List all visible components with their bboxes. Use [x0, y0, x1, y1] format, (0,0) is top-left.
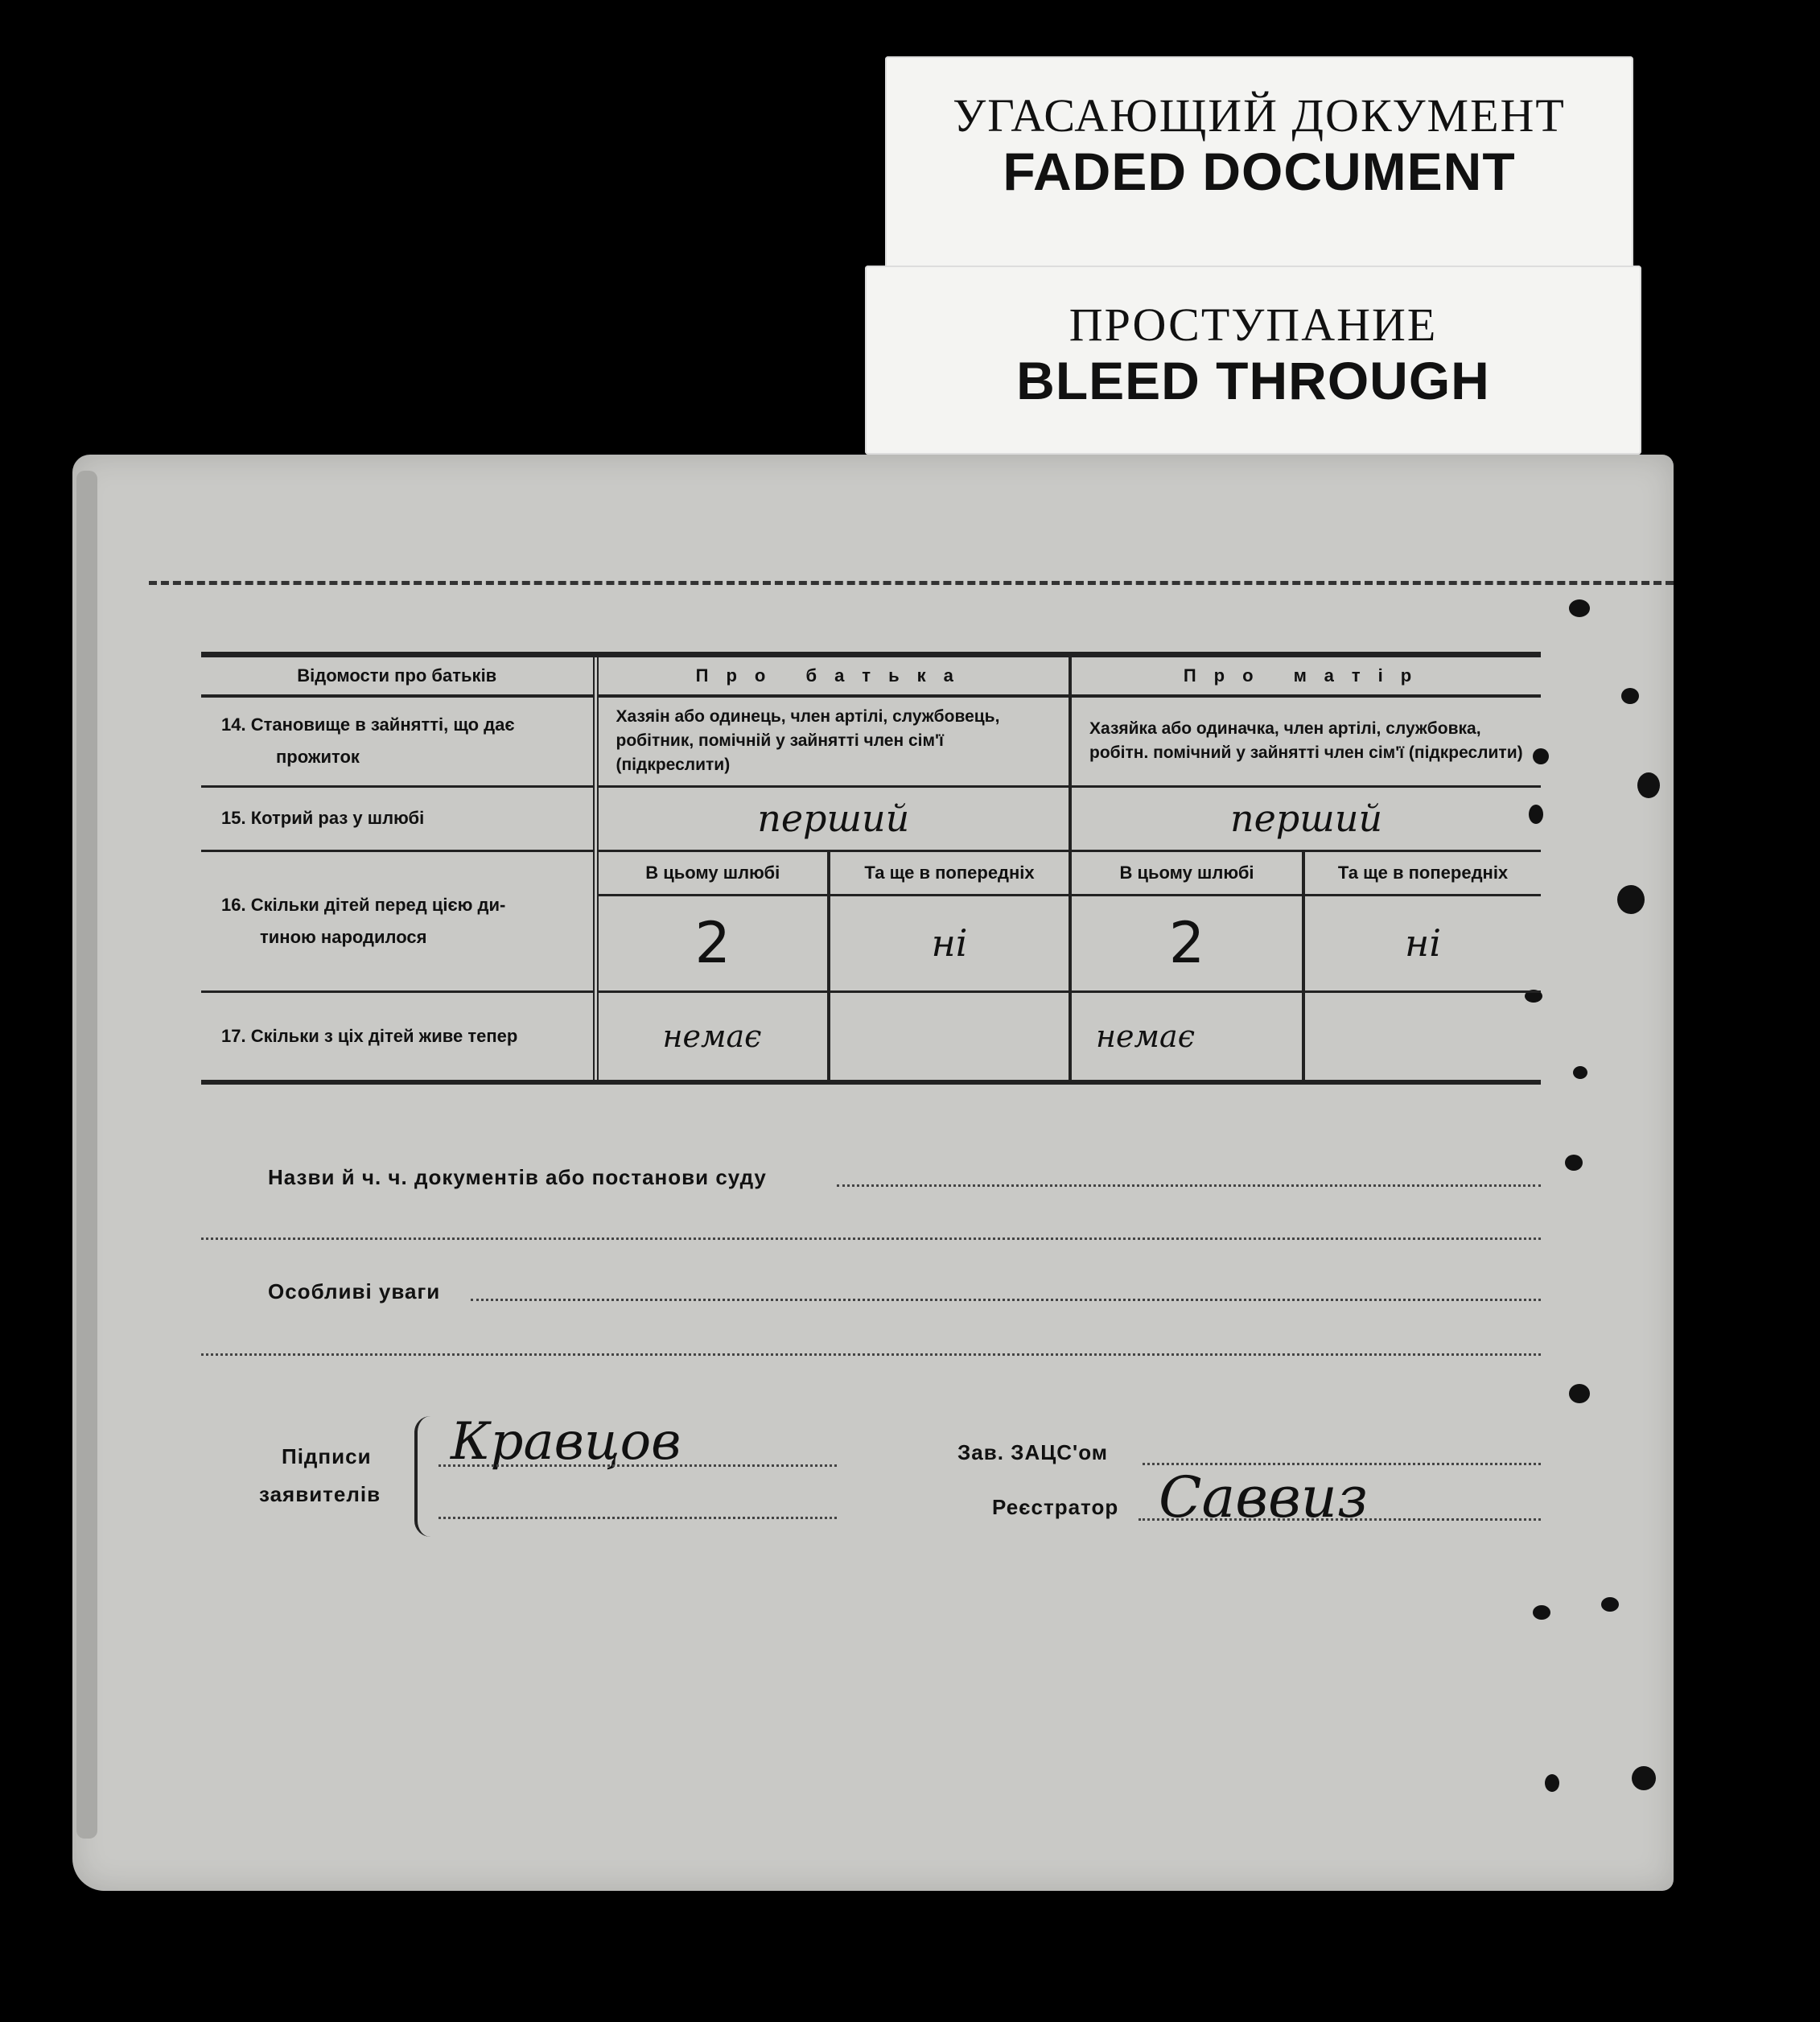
- applicants-label-2: заявителів: [259, 1482, 381, 1506]
- mother-previous-header: Та ще в попередніх: [1303, 850, 1541, 895]
- zags-head-label: Зав. ЗАЦС'ом: [957, 1440, 1108, 1464]
- header-about-father: Про батька: [595, 657, 1070, 696]
- applicant-line-1: [439, 1464, 837, 1467]
- binding-hole: [1617, 885, 1645, 914]
- table-header: [201, 657, 1541, 696]
- applicant-signature: Кравцов: [451, 1412, 681, 1472]
- row-15-label: 15. Котрий раз у шлюбі: [201, 786, 595, 850]
- mother-children-alive: немає: [1070, 991, 1303, 1080]
- notes-line-2: [201, 1353, 1541, 1356]
- row-14-label: 14. Становище в зайнятті, що дає прожиток: [201, 696, 595, 786]
- mother-this-marriage-header: В цьому шлюбі: [1070, 850, 1303, 895]
- registrar-signature: Саввиз: [1159, 1464, 1369, 1530]
- father-children-alive-prev: [829, 991, 1070, 1080]
- father-this-marriage-header: В цьому шлюбі: [595, 850, 829, 895]
- binding-hole: [1569, 599, 1590, 617]
- binding-hole: [1569, 1384, 1590, 1403]
- documents-line-2: [201, 1237, 1541, 1240]
- applicant-line-2: [439, 1517, 837, 1519]
- binding-hole: [1565, 1155, 1583, 1171]
- father-previous-header: Та ще в попередніх: [829, 850, 1070, 895]
- row-14: [201, 696, 1541, 786]
- bleed-through-tab: [865, 266, 1641, 455]
- father-children-alive: немає: [595, 991, 829, 1080]
- row-17-label: 17. Скільки з ціх дітей живе тепер: [221, 1025, 518, 1046]
- binding-hole: [1545, 1774, 1559, 1792]
- mother-children-prev: ні: [1303, 895, 1541, 991]
- faded-document-ru: УГАСАЮЩИЙ ДОКУМЕНТ: [953, 89, 1566, 142]
- notes-label: Особливі уваги: [268, 1279, 441, 1303]
- binding-hole: [1621, 688, 1639, 704]
- father-occupation-options: Хазяін або одинець, член артілі, службовець, робітник, помічній у зайнятті член сім'ї (підкреслити): [595, 696, 1070, 786]
- binding-hole: [1632, 1766, 1656, 1790]
- bleed-through-en: BLEED THROUGH: [1016, 351, 1490, 410]
- documents-label: Назви й ч. ч. документів або постанови суду: [268, 1165, 767, 1189]
- documents-line: [837, 1184, 1541, 1187]
- father-marriage-number: перший: [595, 786, 1070, 850]
- father-children-prev: ні: [829, 895, 1070, 991]
- row-16-label: 16. Скільки дітей перед цією ди- тиною народилося: [201, 850, 595, 991]
- binding-hole: [1573, 1066, 1587, 1079]
- mother-marriage-number: перший: [1070, 786, 1541, 850]
- children-subheader: [201, 850, 1541, 895]
- mother-children-alive-prev: [1303, 991, 1541, 1080]
- faded-document-en: FADED DOCUMENT: [1003, 142, 1516, 201]
- faded-document-tab: [885, 56, 1633, 298]
- header-parents-info: Відомости про батьків: [201, 657, 595, 696]
- binding-hole: [1533, 1605, 1550, 1620]
- mother-occupation-options: Хазяйка або одиначка, член артілі, службовка, робітн. помічний у зайнятті член сім'ї (підкреслити): [1070, 696, 1541, 786]
- binding-hole: [1601, 1597, 1619, 1612]
- bleed-through-ru: ПРОСТУПАНИЕ: [1069, 299, 1438, 351]
- mother-children-this: 2: [1070, 895, 1303, 991]
- row-17: [201, 991, 1541, 1080]
- applicants-label-1: Підписи: [282, 1444, 372, 1468]
- perforation-line: [149, 581, 1674, 585]
- father-children-this: 2: [595, 895, 829, 991]
- binding-hole: [1637, 772, 1660, 798]
- parents-info-table: [201, 652, 1541, 1085]
- paper-edge: [76, 471, 97, 1839]
- applicants-brace: [414, 1416, 434, 1537]
- header-about-mother: Про матір: [1070, 657, 1541, 696]
- notes-line: [471, 1299, 1541, 1301]
- registrar-label: Реєстратор: [992, 1495, 1119, 1519]
- row-15: [201, 786, 1541, 850]
